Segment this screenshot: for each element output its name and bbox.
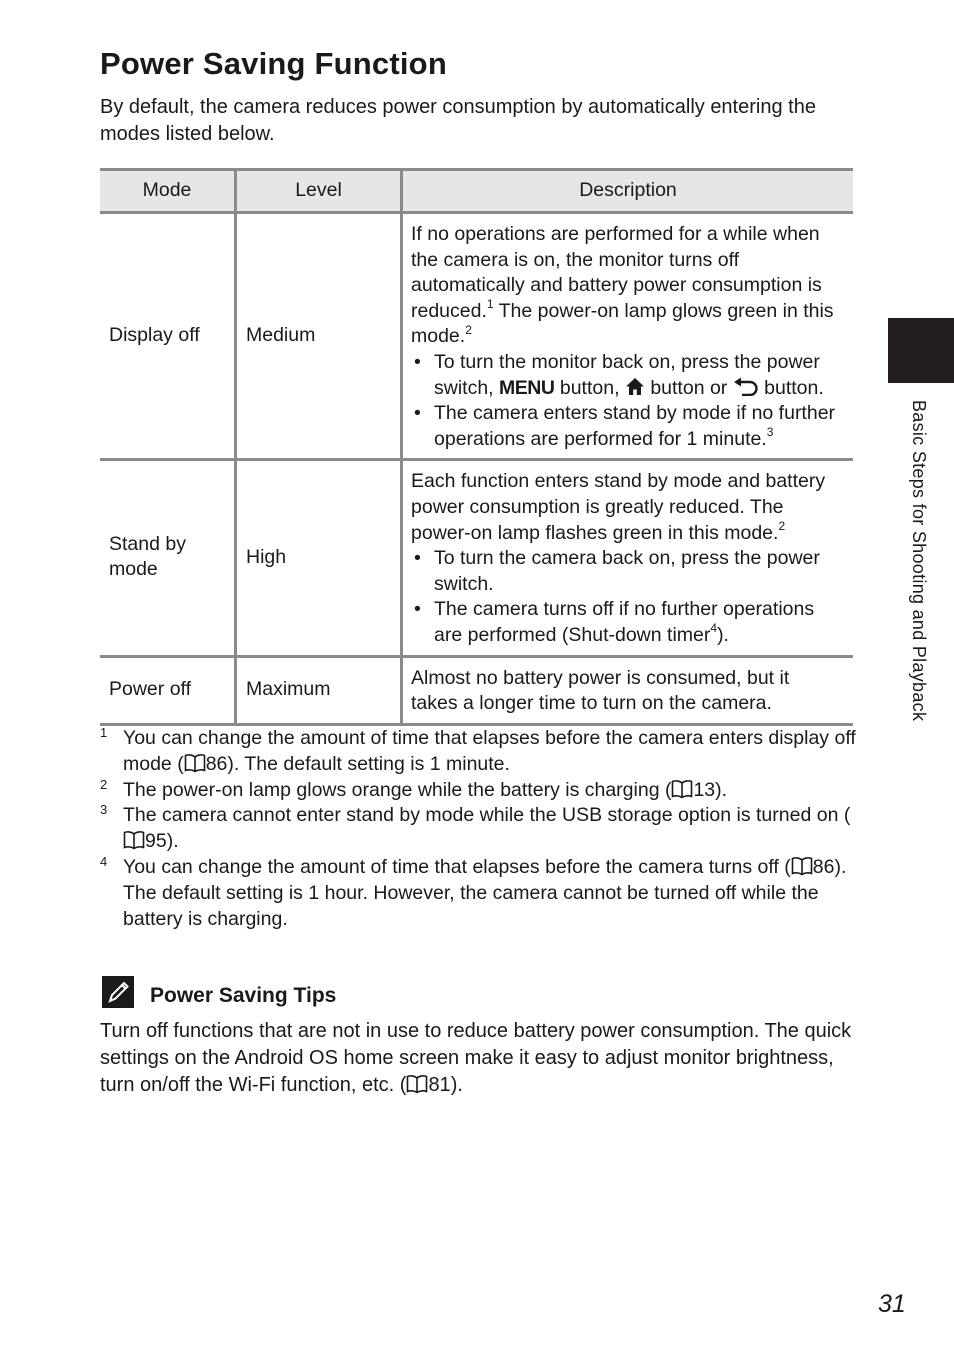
book-reference-icon [671, 779, 693, 799]
description-cell: Almost no battery power is consumed, but it takes a longer time to turn on the camera. [402, 656, 854, 724]
level-cell: Maximum [236, 656, 402, 724]
table-row [100, 460, 853, 656]
page-reference: 81 [428, 1074, 451, 1096]
book-reference-icon [406, 1074, 428, 1094]
page-reference: 86 [205, 752, 228, 775]
footnotes [100, 726, 860, 932]
chapter-title: Basic Steps for Shooting and Playback [909, 400, 929, 722]
description-bullets [411, 350, 841, 452]
level-cell: High [236, 460, 402, 656]
header-description: Description [402, 170, 854, 213]
tips-paragraph: Turn off functions that are not in use to reduce battery power consumption. The quick settings on the Android OS home screen make it easy to adjust monitor brightness, turn on/off the Wi-Fi function, etc. ( 81). [100, 1020, 852, 1096]
description-cell [402, 213, 854, 460]
header-mode: Mode [100, 170, 236, 213]
back-icon [733, 377, 759, 396]
table-header-row [100, 170, 853, 213]
page-title: Power Saving Function [100, 46, 447, 81]
tips-title: Power Saving Tips [150, 984, 337, 1007]
pencil-icon [102, 976, 134, 1008]
list-item: • The camera enters stand by mode if no further operations are performed for 1 minute.$^3$ [411, 401, 841, 452]
chapter-tab [888, 318, 954, 383]
mode-cell: Display off [100, 213, 236, 460]
footnote: 1 You can change the amount of time that elapses before the camera enters display off mode ( 86). The default setting is 1 minute. [100, 725, 856, 775]
footnote: 2 The power-on lamp glows orange while the battery is charging ( 13). [100, 776, 728, 801]
level-cell: Medium [236, 213, 402, 460]
power-saving-modes-table [100, 168, 853, 726]
page-reference: 95 [145, 830, 167, 853]
footnote: 4 You can change the amount of time that elapses before the camera turns off ( 86). The default setting is 1 hour. However, the camera cannot be turned off while the battery is charging. [100, 853, 847, 930]
description-text: Each function enters stand by mode and battery power consumption is greatly reduced. The power-on lamp flashes green in this mode.$^2$ [411, 470, 826, 544]
table-row [100, 213, 853, 460]
page-number: 31 [878, 1290, 906, 1318]
book-reference-icon [791, 856, 813, 876]
description-cell [402, 460, 854, 656]
tips-heading [102, 976, 602, 1016]
mode-cell: Power off [100, 656, 236, 724]
book-reference-icon [184, 753, 206, 773]
table-row [100, 656, 853, 724]
intro-paragraph: By default, the camera reduces power consumption by automatically entering the modes listed below. [100, 96, 816, 145]
header-level: Level [236, 170, 402, 213]
page-reference: 13 [693, 778, 716, 801]
page-reference: 86 [812, 855, 835, 878]
description-text: If no operations are performed for a while when the camera is on, the monitor turns off automatically and battery power consumption is reduced.$^1$ The power-on lamp glows green in this mode.$^2$ [411, 223, 834, 348]
list-item: • The camera turns off if no further operations are performed (Shut-down timer$^4$). [411, 597, 841, 648]
footnote: 3 The camera cannot enter stand by mode while the USB storage option is turned on (95). [100, 802, 851, 853]
list-item: • To turn the camera back on, press the power switch. [411, 546, 841, 597]
menu-button-icon: MENU [499, 376, 555, 399]
mode-cell: Stand by mode [100, 460, 236, 656]
book-reference-icon [123, 830, 145, 850]
home-icon [625, 377, 645, 396]
description-bullets [411, 546, 841, 648]
list-item: • To turn the monitor back on, press the power switch, MENU button, button or button. [411, 350, 841, 401]
